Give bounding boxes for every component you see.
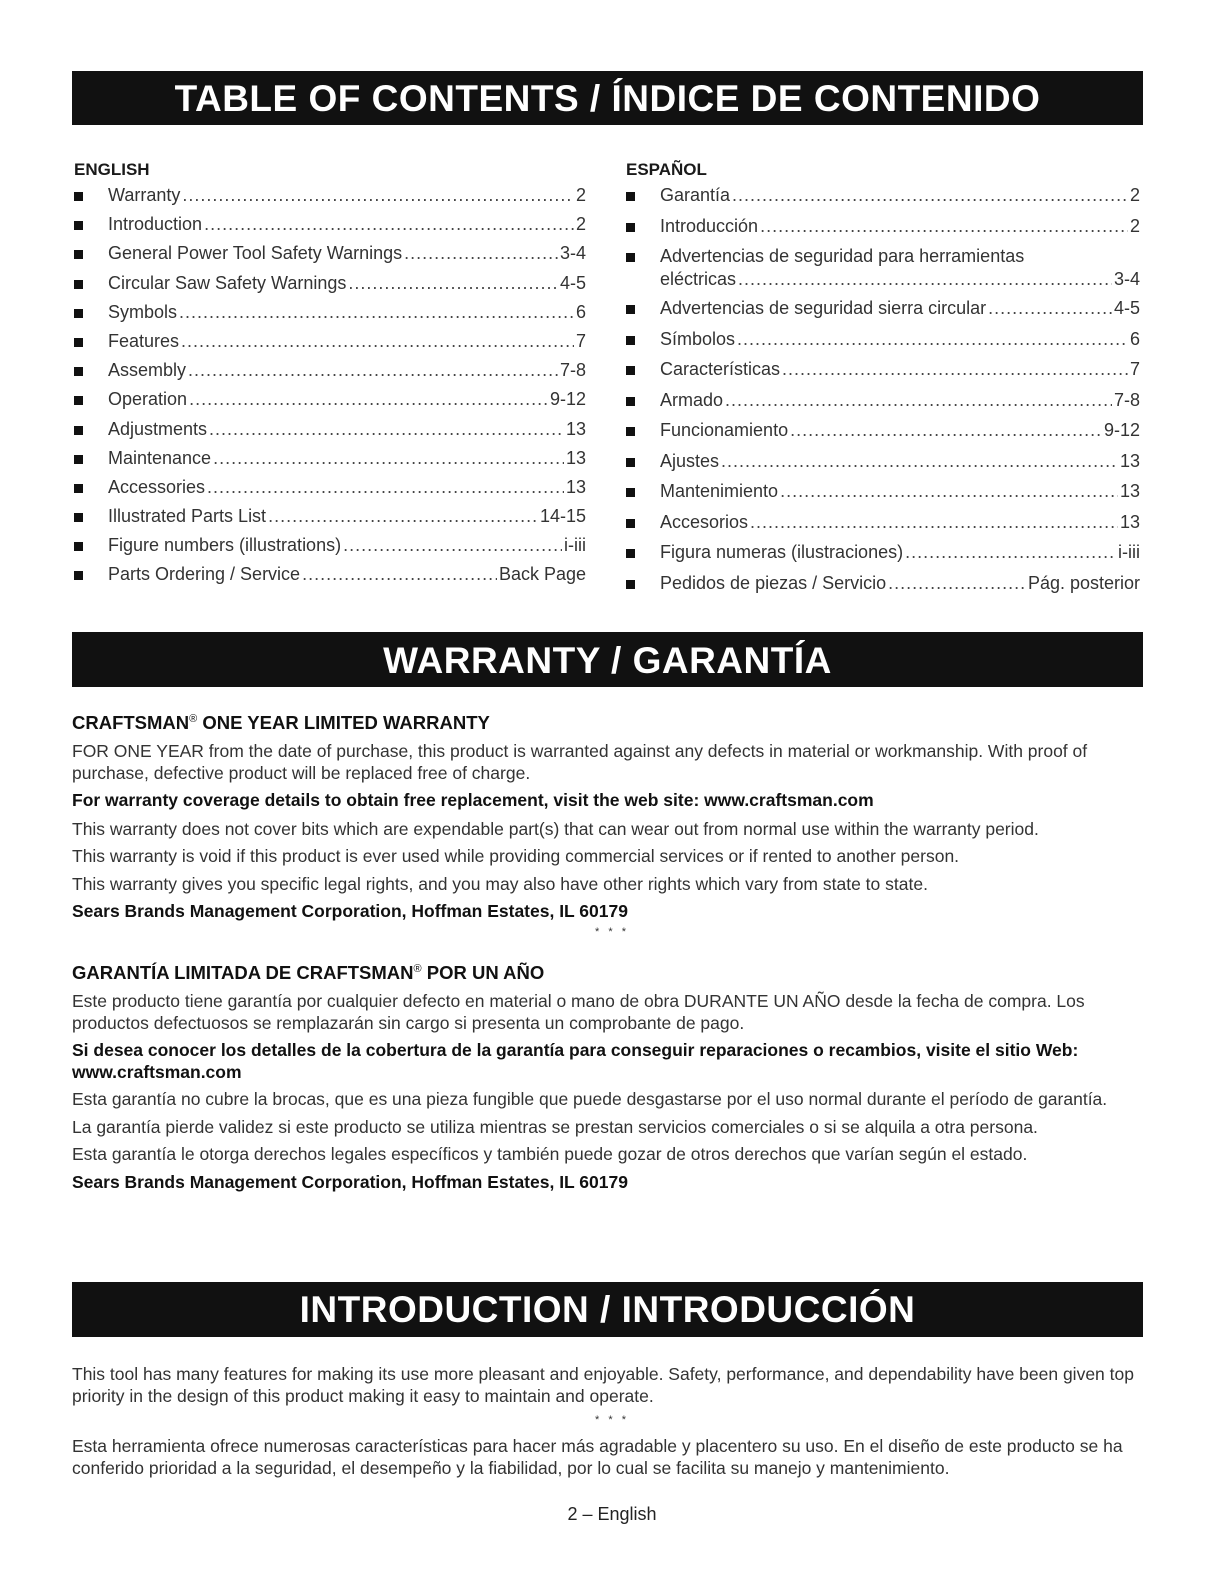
bullet-icon [74, 280, 83, 289]
warranty-spanish-heading: GARANTÍA LIMITADA DE CRAFTSMAN® POR UN AÑO [72, 962, 545, 984]
bullet-icon [74, 513, 83, 522]
toc-item-title: Operation [108, 389, 188, 410]
toc-item-title: Armado [660, 389, 724, 410]
toc-item-page: 7-8 [559, 360, 586, 381]
toc-item-page: 7-8 [1113, 389, 1140, 410]
introduction-english: This tool has many features for making its use more pleasant and enjoyable. Safety, performance, and dependability have been given top priority in the design of this product making it easy to maintain and operate. [72, 1364, 1134, 1406]
toc-item [74, 242, 586, 271]
toc-item-title: Garantía [660, 185, 731, 205]
toc-spanish-heading: ESPAÑOL [626, 160, 707, 179]
toc-item-title-continued: eléctricas [660, 269, 737, 289]
toc-item [626, 541, 1140, 572]
toc-english-list [74, 184, 586, 593]
toc-item [74, 534, 586, 563]
toc-item-page: 2 [1129, 215, 1140, 236]
page-footer: 2 – English [567, 1504, 657, 1524]
bullet-icon [74, 367, 83, 376]
bullet-icon [626, 458, 635, 467]
toc-item-title: Warranty [108, 185, 181, 205]
toc-item [74, 272, 586, 301]
bullet-icon [74, 192, 83, 201]
toc-item-title: Assembly [108, 360, 187, 381]
toc-item-title: Features [108, 330, 180, 351]
toc-item [626, 511, 1140, 542]
warranty-english-company: Sears Brands Management Corporation, Hoffman Estates, IL 60179 [72, 901, 628, 922]
warranty-spanish-section [72, 958, 1144, 1193]
toc-item [626, 358, 1140, 389]
bullet-icon [74, 484, 83, 493]
toc-item-title: Maintenance [108, 447, 212, 468]
toc-item-page: 2 [1129, 185, 1140, 205]
bullet-icon [74, 338, 83, 347]
toc-item [626, 245, 1140, 297]
toc-item-title: Circular Saw Safety Warnings [108, 272, 347, 293]
introduction-banner: INTRODUCTION / INTRODUCCIÓN [72, 1282, 1143, 1337]
toc-item-page: 14-15 [539, 506, 586, 527]
toc-item-title: Illustrated Parts List [108, 506, 267, 527]
bullet-icon [626, 305, 635, 314]
bullet-icon [74, 309, 83, 318]
toc-item-page: 6 [1129, 328, 1140, 349]
toc-item-title: Symbols [108, 301, 178, 322]
warranty-english-paragraph: FOR ONE YEAR from the date of purchase, this product is warranted against any defects in material or workmanship. With proof of purchase, defective product will be replaced free of charge. [72, 741, 1088, 783]
toc-item-page: i-iii [564, 535, 586, 556]
warranty-spanish-paragraph: La garantía pierde validez si este producto se utiliza mientras se prestan servicios comerciales o si se alquila a otra persona. [72, 1116, 1038, 1137]
toc-item-page: Pág. posterior [1027, 572, 1140, 593]
toc-item [626, 215, 1140, 246]
toc-banner: TABLE OF CONTENTS / ÍNDICE DE CONTENIDO [72, 71, 1143, 125]
toc-item-title: Funcionamiento [660, 420, 789, 440]
toc-item-title: Características [660, 359, 781, 379]
toc-item-page: 3-4 [559, 243, 586, 264]
bullet-icon [74, 542, 83, 551]
toc-item-title: Advertencias de seguridad para herramientas [660, 246, 1025, 266]
toc-item-title: Parts Ordering / Service [108, 564, 301, 585]
toc-item [626, 184, 1140, 215]
toc-item-page: 7 [1129, 359, 1140, 379]
toc-item [74, 184, 586, 213]
warranty-spanish-paragraph: Esta garantía no cubre la brocas, que es una pieza fungible que puede desgastarse por el uso normal durante el período de garantía. [72, 1089, 1108, 1110]
warranty-english-paragraph: This warranty is void if this product is ever used while providing commercial services or if rented to another person. [72, 846, 960, 867]
warranty-banner: WARRANTY / GARANTÍA [72, 632, 1143, 687]
toc-item [74, 476, 586, 505]
toc-item-page: 9-12 [549, 389, 586, 410]
toc-item-page: 4-5 [559, 272, 586, 293]
toc-item-page: 13 [1119, 481, 1140, 501]
toc-item-title: Accessories [108, 476, 206, 497]
toc-item [74, 359, 586, 388]
toc-item-page: 6 [575, 301, 586, 322]
bullet-icon [626, 192, 635, 201]
warranty-spanish-company: Sears Brands Management Corporation, Hoffman Estates, IL 60179 [72, 1171, 628, 1192]
toc-item-page: 7 [575, 330, 586, 351]
bullet-icon [74, 455, 83, 464]
bullet-icon [626, 580, 635, 589]
toc-item-page: 13 [1119, 511, 1140, 532]
toc-english-column [74, 156, 586, 593]
toc-item [74, 563, 586, 592]
toc-item-title: Accesorios [660, 511, 749, 532]
toc-item-title: Figure numbers (illustrations) [108, 535, 342, 556]
bullet-icon [626, 223, 635, 232]
warranty-spanish-paragraph: Esta garantía le otorga derechos legales específicos y también puede gozar de otros derechos que varían según el estado. [72, 1144, 1028, 1165]
toc-item [74, 505, 586, 534]
warranty-english-heading: CRAFTSMAN® ONE YEAR LIMITED WARRANTY [72, 712, 490, 734]
toc-item-title: Pedidos de piezas / Servicio [660, 572, 887, 593]
toc-item [626, 419, 1140, 450]
toc-item [74, 213, 586, 242]
bullet-icon [626, 253, 635, 262]
toc-item-title: Adjustments [108, 418, 208, 439]
toc-item-page: 3-4 [1113, 269, 1140, 289]
bullet-icon [626, 366, 635, 375]
toc-item-page: 13 [565, 418, 586, 439]
bullet-icon [74, 396, 83, 405]
toc-spanish-list [626, 184, 1140, 602]
bullet-icon [74, 571, 83, 580]
bullet-icon [626, 519, 635, 528]
separator: * * * [595, 1414, 629, 1426]
toc-item [626, 297, 1140, 328]
bullet-icon [626, 397, 635, 406]
toc-item-title: Introducción [660, 215, 759, 236]
introduction-spanish: Esta herramienta ofrece numerosas características para hacer más agradable y placentero su uso. En el diseño de este producto se ha conferido prioridad a la seguridad, el desempeño y la fiabilidad, por lo cual se facilita su manejo y mantenimiento. [72, 1436, 1123, 1478]
toc-item-title: Ajustes [660, 450, 720, 471]
bullet-icon [626, 336, 635, 345]
warranty-english-section [72, 708, 1144, 923]
toc-item-title: Advertencias de seguridad sierra circular [660, 298, 987, 318]
bullet-icon [74, 426, 83, 435]
toc-item-title: Símbolos [660, 328, 736, 349]
separator: * * * [595, 926, 629, 938]
toc-item [74, 301, 586, 330]
toc-item [626, 328, 1140, 359]
toc-item-title: General Power Tool Safety Warnings [108, 243, 403, 264]
toc-item [626, 572, 1140, 603]
toc-item [626, 450, 1140, 481]
toc-item-page: Back Page [498, 564, 586, 585]
toc-item-page: 13 [565, 476, 586, 497]
toc-item [626, 480, 1140, 511]
toc-item-page: 2 [575, 214, 586, 235]
toc-item [74, 447, 586, 476]
toc-item-title: Introduction [108, 214, 203, 235]
toc-item-page: 13 [565, 447, 586, 468]
toc-item [74, 418, 586, 447]
toc-item-page: 4-5 [1113, 298, 1140, 318]
warranty-spanish-coverage: Si desea conocer los detalles de la cobertura de la garantía para conseguir reparaciones o recambios, visite el sitio Web: www.craftsman.com [72, 1040, 1079, 1082]
toc-item-title: Mantenimiento [660, 481, 779, 501]
toc-item-page: 9-12 [1103, 420, 1140, 440]
bullet-icon [74, 250, 83, 259]
toc-item [74, 330, 586, 359]
toc-item-page: i-iii [1118, 542, 1140, 562]
warranty-spanish-paragraph: Este producto tiene garantía por cualquier defecto en material o mano de obra DURANTE UN AÑO desde la fecha de compra. Los productos defectuosos se remplazarán sin cargo si presenta un comprobante de pago. [72, 991, 1085, 1033]
toc-english-heading: ENGLISH [74, 160, 150, 179]
warranty-english-coverage: For warranty coverage details to obtain free replacement, visit the web site: www.craftsman.com [72, 790, 874, 811]
toc-item-title: Figura numeras (ilustraciones) [660, 542, 904, 562]
bullet-icon [626, 549, 635, 558]
toc-item [626, 389, 1140, 420]
toc-spanish-column [626, 156, 1140, 602]
bullet-icon [626, 488, 635, 497]
toc-item [74, 388, 586, 417]
warranty-english-paragraph: This warranty does not cover bits which are expendable part(s) that can wear out from normal use within the warranty period. [72, 818, 1039, 839]
toc-item-page: 13 [1119, 450, 1140, 471]
toc-item-page: 2 [575, 185, 586, 205]
bullet-icon [626, 427, 635, 436]
warranty-english-paragraph: This warranty gives you specific legal rights, and you may also have other rights which vary from state to state. [72, 873, 928, 894]
bullet-icon [74, 221, 83, 230]
